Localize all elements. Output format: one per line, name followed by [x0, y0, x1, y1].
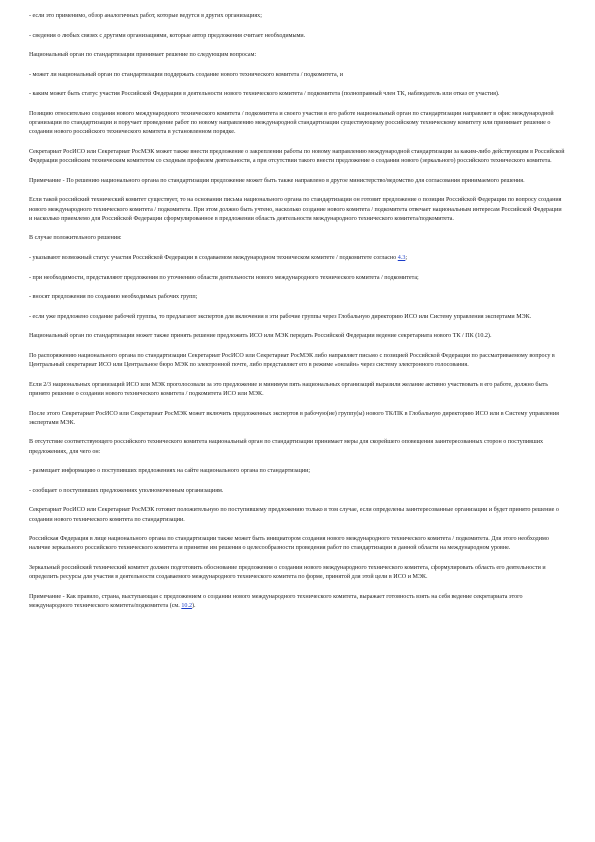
paragraph: Если такой российский технический комитет существует, то на основании письма национального органа по стандартизации он готовит предложение о позиции Российской Федерации по вопросу создания нового международного технического комитета / подкомитета. При этом должно быть учтено, насколько создание нового комитета / подкомитета отвечает национальным интересам Российской Федерации и насколько приемлемо для Российской Федерации сформулированное в предложении область деятельности международного технического комитета/подкомитета.: [29, 197, 562, 222]
paragraph: - размещает информацию о поступивших предложениях на сайте национального органа по стандартизации;: [29, 468, 311, 475]
paragraph: Если 2/3 национальных организаций ИСО или МЭК проголосовали за это предложение и минимум пять национальных организаций выразили желание активно участвовать в его работе, должно быть принято решение о создании нового технического комитета / подкомитета ИСО или МЭК.: [29, 381, 548, 397]
paragraph: - может ли национальный орган по стандартизации поддержать создание нового технического комитета / подкомитета, и: [29, 71, 344, 78]
paragraph: Зеркальный российский технический комитет должен подготовить обоснование предложения о создании нового международного технического комитета, сформулировать область его деятельности и определить ресурсы для участия в деятельности создаваемого международного технического комитета по форме, принятой для этой цели в ИСО и МЭК.: [29, 564, 546, 581]
paragraph: Национальный орган по стандартизации принимает решение по следующим вопросам:: [29, 52, 257, 59]
note-paragraph: Примечание - По решению национального органа по стандартизации предложение может быть также направлено в другое министерство/ведомство для согласования принимаемого решения.: [29, 177, 525, 184]
paragraph: В случае положительного решения:: [29, 235, 122, 242]
paragraph: - если это применимо, обзор аналогичных работ, которые ведутся в других организациях;: [29, 13, 262, 19]
paragraph-text: - указывают возможный статус участия Российской Федерации в создаваемом международном техническом комитете / подкомитете согласно: [29, 254, 398, 261]
paragraph: После этого Секретариат РосИСО или Секретариат РосМЭК может включить предложенных экспертов в рабочую(ие) группу(ы) нового ТК/ПК в Глобальную директорию ИСО или в Систему управления экспертами МЭК.: [29, 410, 559, 426]
paragraph: Российская Федерация в лице национального органа по стандартизации также может быть инициатором создания нового международного технического комитета / подкомитета. Для этого необходимо наличие зеркального российского технического комитета и принятие им решения о целесообразности проведения работ по стандартизации в данной области на международном уровне.: [29, 536, 549, 552]
paragraph: - сообщает о поступивших предложениях уполномоченным организациям.: [29, 487, 224, 494]
paragraph-text: Примечание - Как правило, страна, выступающая с предложением о создании нового международного технического комитета, выражает готовность взять на себя ведение секретариата этого международного технического комитета/подкомитета (см.: [29, 593, 523, 609]
paragraph: - при необходимости, представляют предложения по уточнению области деятельности нового международного технического комитета / подкомитета;: [29, 274, 419, 281]
section-link-4-3[interactable]: 4.3: [397, 254, 406, 261]
paragraph: - каким может быть статус участия Российской Федерации в деятельности нового технического комитета / подкомитета (полноправный член ТК, наблюдатель или отказ от участия).: [29, 91, 500, 98]
paragraph-with-link: [29, 254, 565, 263]
paragraph: - если уже предложено создание рабочей группы, то предлагают экспертов для включения в эти рабочие группы через Глобальную директорию ИСО или Систему управления экспертами МЭК.: [29, 313, 532, 320]
paragraph: - вносят предложения по созданию необходимых рабочих групп;: [29, 294, 198, 301]
section-link-10-2[interactable]: 10.2: [181, 602, 193, 609]
paragraph: По распоряжению национального органа по стандартизации Секретариат РосИСО или Секретариат РосМЭК либо направляет письмо с позицией Российской Федерации по рассматриваемому вопросу в Центральный секретариат ИСО или Центральное бюро МЭК по электронной почте, либо представляет его в режиме «онлайн» через систему электронного голосования.: [29, 352, 555, 369]
paragraph: В отсутствие соответствующего российского технического комитета национальный орган по стандартизации принимает меры для скорейшего оповещения заинтересованных сторон о поступивших предложениях, для чего он:: [29, 439, 544, 455]
paragraph: Секретариат РосИСО или Секретариат РосМЭК может также внести предложение о закреплении работы по новому направлению международной стандартизации за каким-либо действующим в Российской Федерации российским техническим комитетом со сходным профилем деятельности, а при отсутствии такого внести предложение о создании нового (зеркального) российского технического комитета.: [29, 148, 565, 165]
paragraph: Секретариат РосИСО или Секретариат РосМЭК готовит положительную по поступившему предложению только в том случае, если определены заинтересованные организации и будет принято решение о создании нового технического комитета по стандартизации.: [29, 507, 559, 523]
paragraph-text-after: ).: [192, 602, 196, 609]
paragraph-text-after: ;: [405, 254, 408, 261]
paragraph: Позицию относительно создания нового международного технического комитета / подкомитета и своего участия в его работе национальный орган по стандартизации направляет в офис международной организации по стандартизации и поручает проведение работ по новому направлению международной стандартизации существующему российскому техническому комитету или принимает решение о создании нового российского технического комитета в установленном порядке.: [29, 110, 554, 136]
note-paragraph-with-link: [29, 593, 565, 611]
paragraph: - сведения о любых связях с другими организациями, которые автор предложения считает необходимыми.: [29, 32, 306, 39]
paragraph: Национальный орган по стандартизации может также принять решение предложить ИСО или МЭК передать Российской Федерации ведение секретариата нового ТК / ПК (10.2).: [29, 333, 492, 340]
